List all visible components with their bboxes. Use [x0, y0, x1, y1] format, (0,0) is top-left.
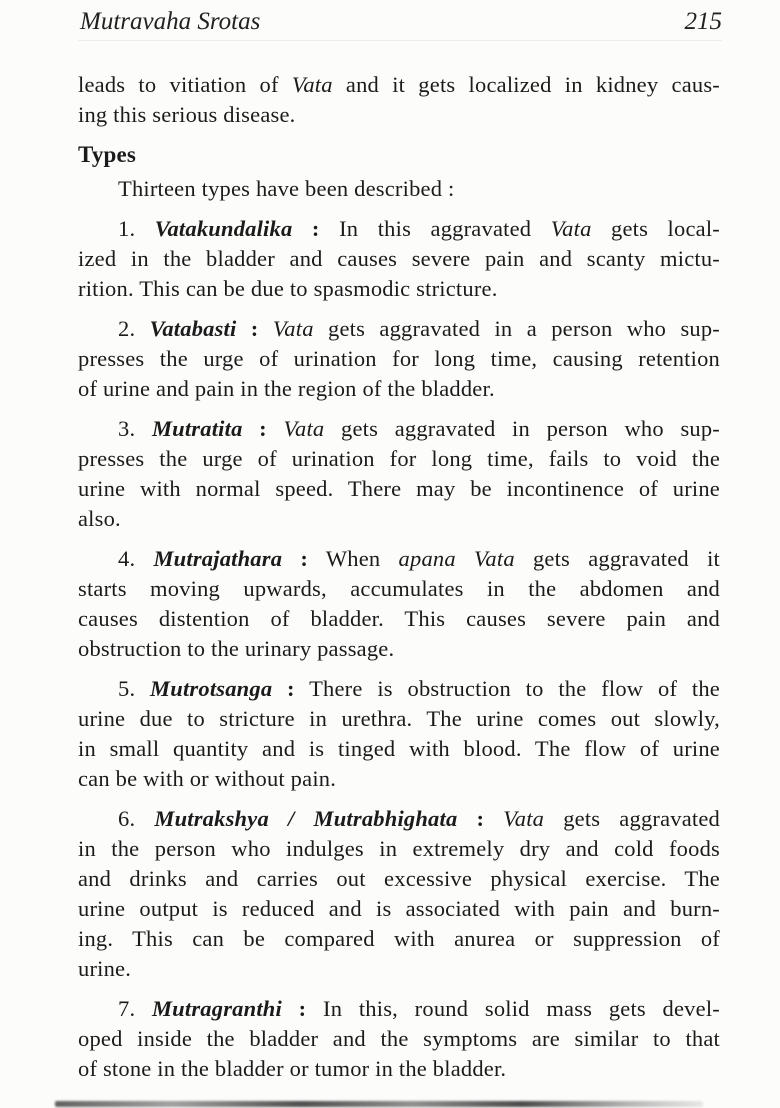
paragraph — [78, 994, 720, 1084]
text-run: obstruction to the urinary passage. — [78, 636, 395, 661]
text-run: In this aggravated — [319, 216, 551, 241]
text-line — [78, 574, 720, 604]
text-line — [78, 1054, 720, 1084]
text-run: presses the urge of urination for long time, causing retention — [78, 346, 720, 371]
text-line — [78, 764, 720, 794]
text-run: in the person who indulges in extremely dry and cold foods — [78, 836, 720, 861]
text-line — [78, 474, 720, 504]
text-run: gets aggravated in a person who sup- — [313, 316, 720, 341]
text-run: apana Vata — [398, 546, 515, 571]
text-run — [259, 316, 273, 341]
text-run: ing this serious disease. — [78, 102, 296, 127]
text-line — [78, 344, 720, 374]
text-run: Thirteen types have been described : — [118, 176, 455, 201]
text-line — [78, 544, 720, 574]
text-run: : — [236, 316, 259, 341]
text-run: 7. — [118, 996, 152, 1021]
text-run: gets aggravated in person who sup- — [324, 416, 720, 441]
text-run: gets aggravated — [544, 806, 721, 831]
text-line — [78, 954, 720, 984]
paragraph — [78, 804, 720, 984]
page-body — [78, 70, 720, 1094]
text-run: gets local- — [591, 216, 720, 241]
text-line — [78, 924, 720, 954]
paragraph — [78, 674, 720, 794]
text-run: There is obstruction to the flow of the — [294, 676, 720, 701]
text-run: : — [272, 676, 295, 701]
paragraph — [78, 314, 720, 404]
text-run: and it gets localized in kidney caus- — [332, 72, 720, 97]
text-run: Vata — [550, 216, 592, 241]
text-line — [78, 1024, 720, 1054]
text-run: Vata — [272, 316, 314, 341]
text-line — [78, 100, 720, 130]
text-run: causes distention of bladder. This causes severe pain and — [78, 606, 720, 631]
text-run: 3. — [118, 416, 152, 441]
text-run: Mutragranthi — [151, 996, 282, 1021]
text-line — [78, 444, 720, 474]
text-run: : — [242, 416, 267, 441]
text-run: can be with or without pain. — [78, 766, 337, 791]
text-run: Mutrotsanga — [150, 676, 273, 701]
text-run: leads to vitiation of — [78, 72, 292, 97]
text-run: 4. — [118, 546, 154, 571]
text-run: also. — [78, 506, 121, 531]
text-line — [78, 214, 720, 244]
text-line — [78, 504, 720, 534]
text-line — [78, 414, 720, 444]
text-run: ing. This can be compared with anurea or suppression of — [78, 926, 720, 951]
text-run: : — [292, 216, 320, 241]
text-run: gets aggravated it — [514, 546, 720, 571]
text-run: Vatabasti — [149, 316, 237, 341]
header-rule — [78, 40, 722, 41]
text-run: presses the urge of urination for long time, fails to void the — [78, 446, 720, 471]
text-run: When — [308, 546, 399, 571]
text-run: starts moving upwards, accumulates in the abdomen and — [78, 576, 720, 601]
text-line — [78, 734, 720, 764]
paragraph — [78, 174, 720, 204]
text-line — [78, 674, 720, 704]
text-run: Vata — [503, 806, 545, 831]
text-run: and drinks and carries out excessive physical exercise. The — [78, 866, 720, 891]
text-line — [78, 804, 720, 834]
text-run: Mutrajathara — [153, 546, 283, 571]
text-run: in small quantity and is tinged with blood. The flow of urine — [78, 736, 720, 761]
text-run: In this, round solid mass gets devel- — [306, 996, 720, 1021]
text-run: rition. This can be due to spasmodic stricture. — [78, 276, 498, 301]
text-run: urine output is reduced and is associated with pain and burn- — [78, 896, 720, 921]
text-run: urine. — [78, 956, 132, 981]
text-run: 5. — [118, 676, 151, 701]
paragraph — [78, 214, 720, 304]
text-line — [78, 244, 720, 274]
text-run: : — [281, 996, 307, 1021]
paragraph — [78, 70, 720, 130]
text-run: of stone in the bladder or tumor in the bladder. — [78, 1056, 507, 1081]
text-line — [78, 894, 720, 924]
page-number: 215 — [684, 8, 722, 35]
text-run: Mutratita — [151, 416, 243, 441]
text-run: Vatakundalika — [154, 216, 293, 241]
text-run: Vata — [283, 416, 325, 441]
text-run: : — [282, 546, 309, 571]
text-line — [78, 704, 720, 734]
text-run: ized in the bladder and causes severe pain and scanty mictu- — [78, 246, 720, 271]
running-title: Mutravaha Srotas — [80, 8, 261, 35]
text-line — [78, 834, 720, 864]
text-run: : — [457, 806, 485, 831]
paragraph — [78, 414, 720, 534]
text-run — [484, 806, 503, 831]
text-line — [78, 274, 720, 304]
page-header — [80, 8, 722, 36]
section-heading — [78, 140, 720, 170]
text-line — [78, 140, 720, 170]
text-run: 6. — [118, 806, 155, 831]
text-run: 1. — [118, 216, 155, 241]
text-line — [78, 604, 720, 634]
text-run: Mutrakshya / Mutrabhighata — [154, 806, 458, 831]
text-run: Vata — [291, 72, 333, 97]
text-line — [78, 70, 720, 100]
text-run: Types — [78, 142, 137, 167]
paragraph — [78, 544, 720, 664]
text-line — [78, 374, 720, 404]
text-run: urine with normal speed. There may be incontinence of urine — [78, 476, 720, 501]
text-line — [78, 314, 720, 344]
text-line — [78, 994, 720, 1024]
text-run — [267, 416, 284, 441]
text-line — [78, 634, 720, 664]
text-run: of urine and pain in the region of the bladder. — [78, 376, 495, 401]
text-line — [78, 174, 720, 204]
page-edge-artifact — [55, 1101, 703, 1107]
text-run: urine due to stricture in urethra. The urine comes out slowly, — [78, 706, 720, 731]
text-line — [78, 864, 720, 894]
text-run: 2. — [118, 316, 150, 341]
text-run: oped inside the bladder and the symptoms are similar to that — [78, 1026, 720, 1051]
